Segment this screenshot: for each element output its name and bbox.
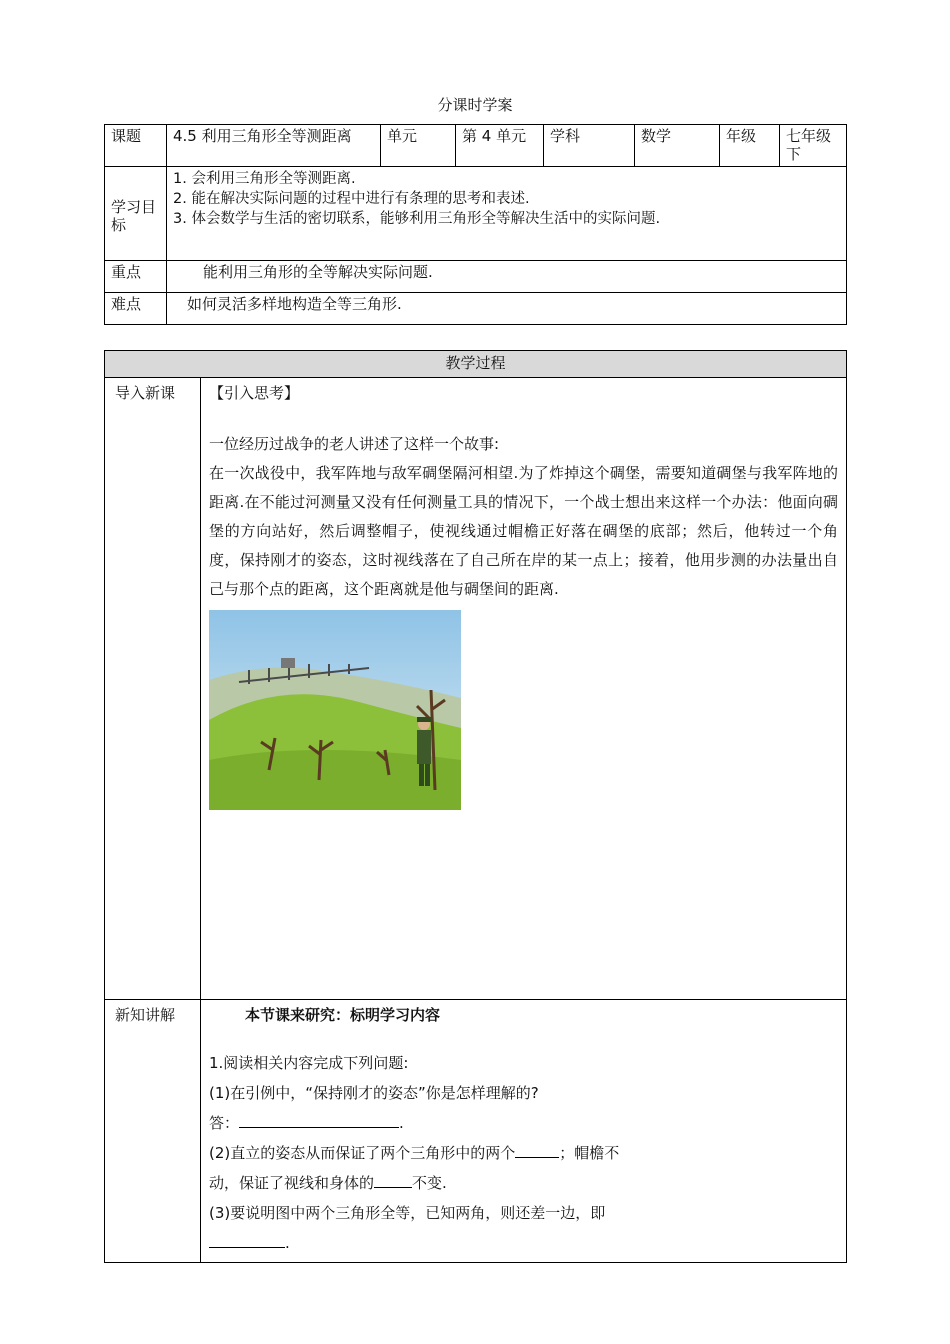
section-heading: 本节课来研究：标明学习内容 bbox=[245, 1006, 441, 1024]
subject-value: 数学 bbox=[635, 125, 720, 167]
answer-label: 答： bbox=[209, 1114, 240, 1132]
lesson-info-table bbox=[104, 124, 847, 325]
question-2-text: 动，保证了视线和身体的 bbox=[209, 1174, 375, 1192]
bunker bbox=[281, 658, 295, 668]
new-knowledge-label: 新知讲解 bbox=[105, 1000, 201, 1263]
difficulty-label: 难点 bbox=[105, 293, 167, 325]
q2-blank-1[interactable] bbox=[515, 1143, 559, 1158]
goals-label: 学习目标 bbox=[105, 167, 167, 261]
process-header: 教学过程 bbox=[105, 351, 847, 378]
question-3: (3)要说明图中两个三角形全等，已知两角，则还差一边，即 bbox=[209, 1204, 606, 1222]
new-knowledge-content bbox=[201, 1000, 847, 1263]
key-value: 能利用三角形的全等解决实际问题. bbox=[167, 261, 847, 293]
topic-label: 课题 bbox=[105, 125, 167, 167]
unit-label: 单元 bbox=[381, 125, 456, 167]
unit-value: 第 4 单元 bbox=[456, 125, 544, 167]
question-2-text: ；帽檐不 bbox=[559, 1144, 620, 1162]
intro-story: 在一次战役中，我军阵地与敌军碉堡隔河相望.为了炸掉这个碉堡，需要知道碉堡与我军阵地的距离.在不能过河测量又没有任何测量工具的情况下，一个战士想出来这样一个办法：他面向碉堡的方向站好，然后调整帽子，使视线通过帽檐正好落在碉堡的底部；然后，他转过一个角度，保持刚才的姿态，这时视线落在了自己所在岸的某一点上；接着，他用步测的办法量出自己与那个点的距离，这个距离就是他与碉堡间的距离. bbox=[209, 464, 839, 598]
q2-blank-2[interactable] bbox=[374, 1173, 412, 1188]
key-label: 重点 bbox=[105, 261, 167, 293]
difficulty-value: 如何灵活多样地构造全等三角形. bbox=[167, 293, 847, 325]
question-2-line-1 bbox=[209, 1138, 838, 1168]
grade-value: 七年级下 bbox=[780, 125, 847, 167]
soldier bbox=[417, 717, 431, 786]
goals-cell bbox=[167, 167, 847, 261]
teaching-process-table bbox=[104, 350, 847, 1263]
page-title: 分课时学案 bbox=[437, 96, 513, 114]
intro-label: 导入新课 bbox=[105, 378, 201, 1000]
goal-item: 2. 能在解决实际问题的过程中进行有条理的思考和表述. bbox=[173, 191, 530, 207]
intro-lead: 一位经历过战争的老人讲述了这样一个故事: bbox=[209, 435, 500, 453]
question-3-answer-line: . bbox=[209, 1228, 838, 1258]
answer-line: 答： . bbox=[209, 1114, 404, 1132]
grade-label: 年级 bbox=[720, 125, 780, 167]
question-intro: 1.阅读相关内容完成下列问题: bbox=[209, 1054, 409, 1072]
subject-label: 学科 bbox=[544, 125, 635, 167]
question-2-line-2 bbox=[209, 1168, 838, 1198]
question-1: (1)在引例中，“保持刚才的姿态”你是怎样理解的? bbox=[209, 1084, 539, 1102]
intro-content bbox=[201, 378, 847, 1000]
question-2-text: (2)直立的姿态从而保证了两个三角形中的两个 bbox=[209, 1144, 516, 1162]
q3-blank[interactable] bbox=[209, 1233, 285, 1248]
intro-title: 【引入思考】 bbox=[209, 384, 300, 402]
battlefield-illustration bbox=[209, 610, 461, 810]
goal-item: 3. 体会数学与生活的密切联系，能够利用三角形全等解决生活中的实际问题. bbox=[173, 211, 661, 227]
topic-value: 4.5 利用三角形全等测距离 bbox=[167, 125, 381, 167]
goal-item: 1. 会利用三角形全等测距离. bbox=[173, 171, 356, 187]
question-2-text: 不变. bbox=[412, 1174, 447, 1192]
answer-blank[interactable] bbox=[239, 1113, 399, 1128]
